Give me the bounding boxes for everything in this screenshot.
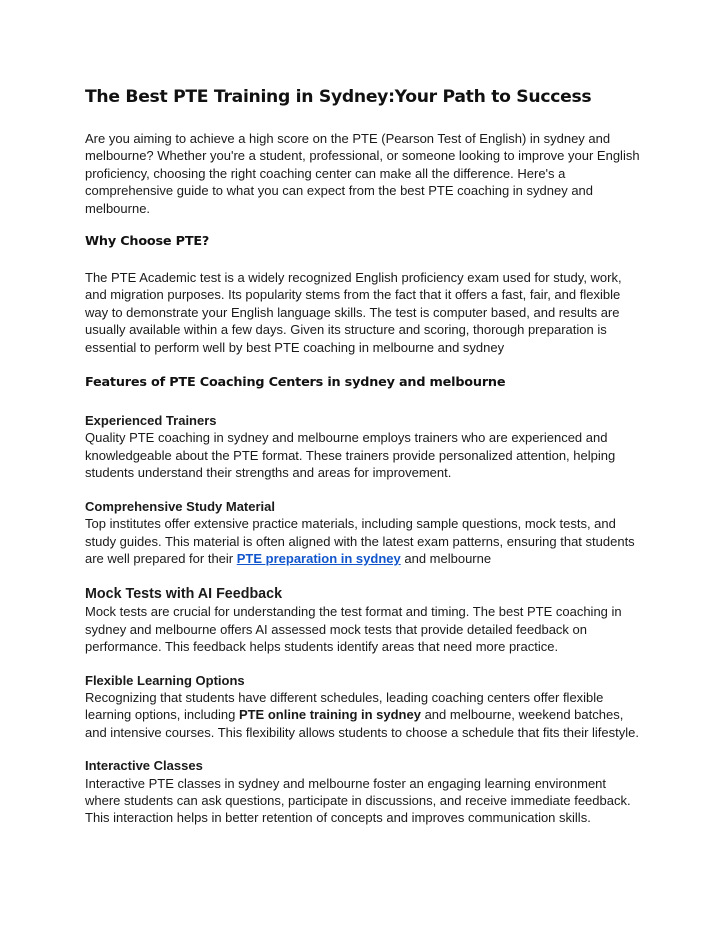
interactive-heading: Interactive Classes <box>85 758 203 774</box>
page-title: The Best PTE Training in Sydney:Your Path to Success <box>85 87 592 107</box>
why-paragraph: The PTE Academic test is a widely recognized English proficiency exam used for study, work, and migration purposes. Its popularity stems from the fact that it offers a fast, fair, and flexible way to demonstrate your English language skills. The test is computer based, and results are usually available within a few days. Given its structure and scoring, thorough preparation is essential to perform well by best PTE coaching in melbourne and sydney <box>85 270 622 355</box>
features-heading: Features of PTE Coaching Centers in sydney and melbourne <box>85 375 506 391</box>
why-heading: Why Choose PTE? <box>85 234 210 250</box>
intro-paragraph: Are you aiming to achieve a high score on the PTE (Pearson Test of English) in sydney and melbourne? Whether you're a student, professional, or someone looking to improve your English proficiency, choosing the right coaching center can make all the difference. Here's a comprehensive guide to what you can expect from the best PTE coaching in sydney and melbourne. <box>85 131 640 216</box>
document-page <box>85 86 640 827</box>
flexible-heading: Flexible Learning Options <box>85 672 245 688</box>
study-material-text-after: and melbourne <box>400 550 492 566</box>
flexible-text-after: and melbourne, weekend batches, and intensive courses. This flexibility allows students to choose a schedule that fits their lifestyle. <box>85 707 639 740</box>
pte-preparation-link[interactable]: PTE preparation in sydney <box>236 550 401 566</box>
pte-online-training-bold: PTE online training in sydney <box>238 707 421 723</box>
flexible-text-before: Recognizing that students have different schedules, leading coaching centers offer flexible learning options, including <box>85 689 604 723</box>
study-material-text-before: Top institutes offer extensive practice materials, including sample questions, mock tests, and study guides. This material is often aligned with the latest exam patterns, ensuring that students are well prepared for their <box>85 516 635 566</box>
mock-tests-heading: Mock Tests with AI Feedback <box>85 586 283 603</box>
trainers-paragraph: Quality PTE coaching in sydney and melbourne employs trainers who are experienced and knowledgeable about the PTE format. These trainers provide personalized attention, helping students understand their strengths and areas for improvement. <box>85 430 616 481</box>
mock-tests-paragraph: Mock tests are crucial for understanding the test format and timing. The best PTE coaching in sydney and melbourne offers AI assessed mock tests that provide detailed feedback on performance. This feedback helps students identify areas that need more practice. <box>85 604 622 655</box>
study-material-heading: Comprehensive Study Material <box>85 498 275 514</box>
trainers-heading: Experienced Trainers <box>85 413 217 429</box>
study-material-paragraph <box>85 515 640 567</box>
flexible-paragraph <box>85 689 640 741</box>
interactive-paragraph: Interactive PTE classes in sydney and melbourne foster an engaging learning environment where students can ask questions, participate in discussions, and receive immediate feedback. This interaction helps in better retention of concepts and improves communication skills. <box>85 775 631 826</box>
